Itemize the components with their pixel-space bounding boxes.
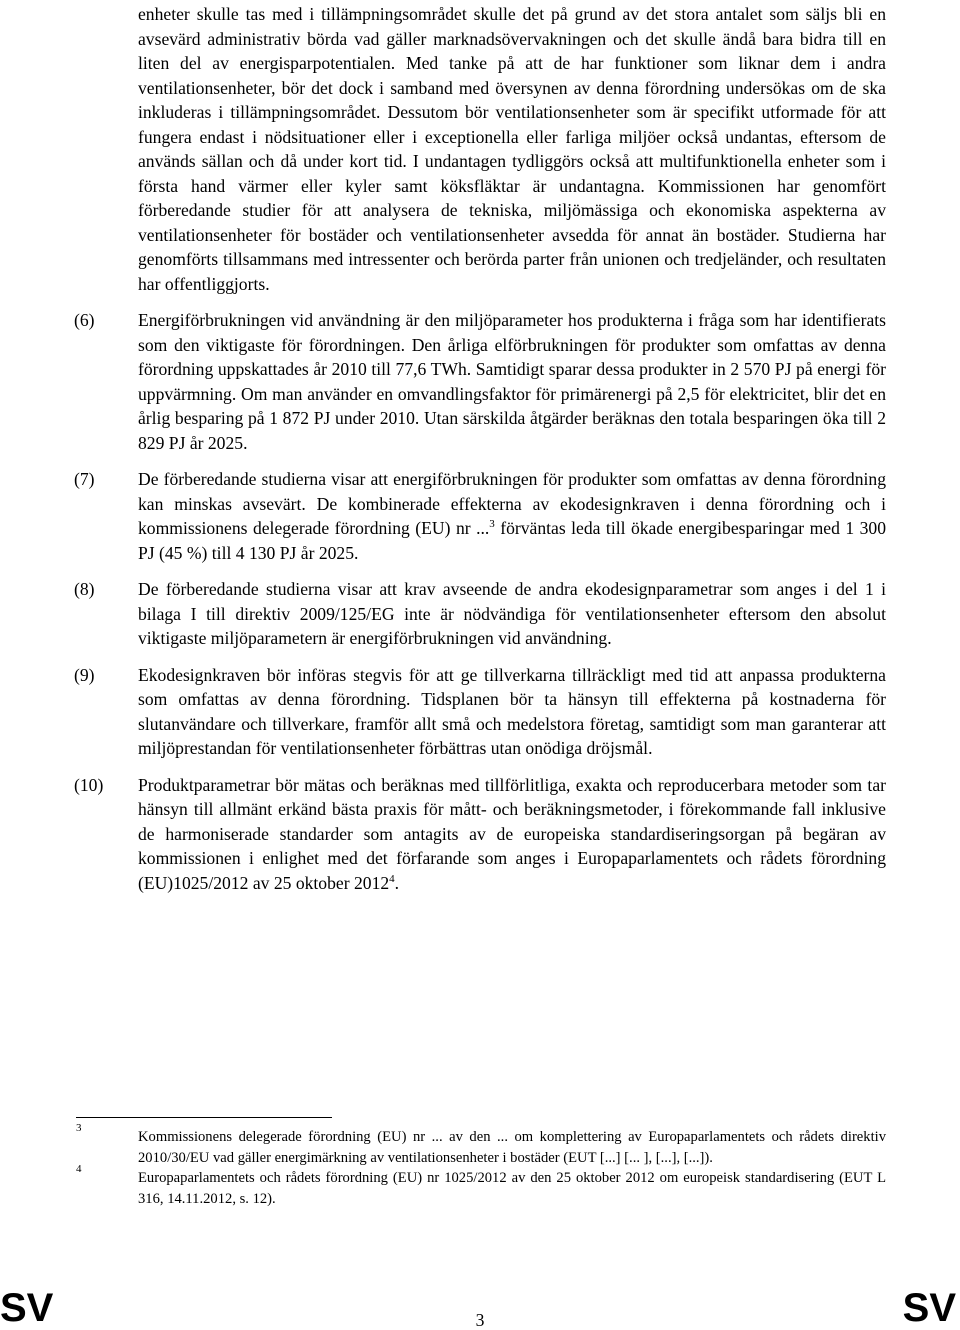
- recital-text: [138, 773, 886, 896]
- recital-6: [74, 308, 886, 455]
- language-code-right: SV: [902, 1286, 956, 1330]
- footnote-text: Kommissionens delegerade förordning (EU) nr ... av den ... om komplettering av Europaparlamentets och rådets direktiv 2010/30/EU vad gäller energimärkning av ventilationsenheter i bostäder (EUT [...] [... ], [...], [...]).: [138, 1129, 886, 1166]
- recital-number: (9): [74, 664, 95, 685]
- footnote-number: 4: [76, 1163, 82, 1175]
- footnote-3: [76, 1122, 886, 1168]
- recital-number: (6): [74, 310, 95, 330]
- footnote-reference[interactable]: 3: [489, 518, 495, 530]
- recital-number: (10): [74, 774, 104, 795]
- footnote-4: [76, 1163, 886, 1209]
- recital-7: [74, 467, 887, 565]
- recital-text: Ekodesignkraven bör införas stegvis för att ge tillverkarna tillräckligt med tid att anpassa produkterna som omfattas av denna förordning. Tidsplanen bör ta hänsyn till effekterna på kostnaderna för slutanvändare och tillverkare, framför allt små och medelstora företag, samtidigt som man garanterar att miljöprestandan för ventilationsenheter förbättras utan onödiga dröjsmål.: [138, 664, 886, 758]
- footnote-text: Europaparlamentets och rådets förordning (EU) nr 1025/2012 av den 25 oktober 2012 om europeisk standardisering (EUT L 316, 14.11.2012, s. 12).: [138, 1170, 886, 1207]
- recital-9: [74, 663, 886, 761]
- recital-8: [74, 577, 886, 651]
- document-body: [74, 0, 887, 895]
- recital-10: [74, 773, 886, 896]
- page-footer: [0, 1280, 960, 1330]
- recital-text: [138, 467, 886, 565]
- intro-paragraph: enheter skulle tas med i tillämpningsområdet skulle det på grund av det stora antalet som säljs bli en avsevärd administrativ börda vad gäller marknadsövervakningen och det skulle ändå bara bidra till en liten del av energisparpotentialen. Med tanke på att de har funktioner som liknar dem i andra ventilationsenheter, bör det dock i samband med översynen av denna förordning undersökas om de ska inkluderas i tillämpningsområdet. Dessutom bör ventilationsenheter som är specifikt utformade för att fungera endast i nödsituationer eller i exceptionella eller farliga miljöer också undantas, eftersom de används sällan och då under kort tid. I undantagen tydliggörs också att multifunktionella enheter som i första hand värmer eller kyler samt köksfläktar är undantagna. Kommissionen har genomfört förberedande studier för att analysera de tekniska, miljömässiga och ekonomiska aspekterna av ventilationsenheter för bostäder och ventilationsenheter avsedda för annat än bostäder. Studierna har genomförts tillsammans med intressenter och berörda parter från unionen och tredjeländer, och resultaten har offentliggjorts.: [138, 4, 886, 294]
- recital-text-part: förväntas leda till ökade energibesparingar med 1 300 PJ (45 %) till 4 130 PJ år 2025.: [138, 518, 887, 563]
- recital-text-part: De förberedande studierna visar att energiförbrukningen för produkter som omfattas av denna förordning kan minskas avsevärt. De kombinerade effekterna av ekodesignkraven i denna förordning och i kommissionens delegerade förordning (EU) nr ...: [138, 469, 886, 538]
- footnote-reference[interactable]: 4: [389, 872, 395, 885]
- recital-text: Energiförbrukningen vid användning är den miljöparameter hos produkterna i fråga som har identifierats som den viktigaste för förordningen. Den årliga elförbrukningen för produkter som omfattas av denna förordning uppskattades år 2010 till 77,6 TWh. Samtidigt sparar dessa produkter in 2 570 PJ på energi för uppvärmning. Om man använder en omvandlingsfaktor för primärenergi på 2,5 för elektricitet, blir det en årlig besparing på 1 872 PJ under 2010. Utan särskilda åtgärder beräknas den totala besparingen öka till 2 829 PJ år 2025.: [138, 310, 886, 453]
- recital-text: De förberedande studierna visar att krav avseende de andra ekodesignparametrar som anges i del 1 i bilaga I till direktiv 2009/125/EG inte är nödvändiga för ventilationsenheter eftersom den absolut viktigaste miljöparametern är energiförbrukningen vid användning.: [138, 579, 886, 648]
- language-code-left: SV: [0, 1286, 54, 1330]
- recital-number: (7): [74, 469, 95, 489]
- recital-number: (8): [74, 579, 95, 599]
- footnotes: [76, 1122, 886, 1209]
- recital-text-part: .: [394, 872, 400, 893]
- footnote-separator: [76, 1117, 332, 1118]
- recital-text-part: Produktparametrar bör mätas och beräknas med tillförlitliga, exakta och reproducerbara metoder som tar hänsyn till allmänt erkänd bästa praxis för mått- och beräkningsmetoder, i förekommande fall inklusive de harmoniserade standarder som antagits av de europeiska standardiseringsorgan på begäran av kommissionen i enlighet med det förfarande som anges i Europaparlamentets och rådets förordning (EU)1025/2012 av 25 oktober 2012: [138, 774, 886, 893]
- footnote-number: 3: [76, 1122, 82, 1134]
- page-number: 3: [475, 1310, 485, 1330]
